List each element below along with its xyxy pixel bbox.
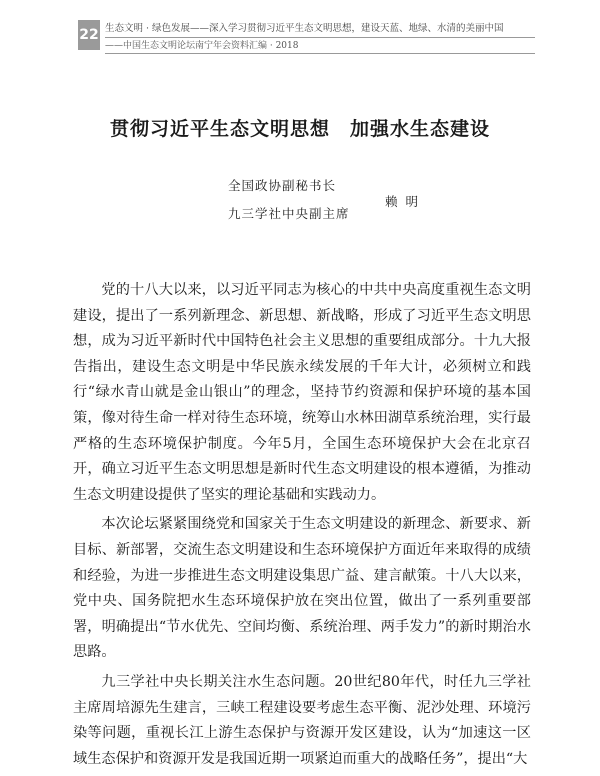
author-name: 赖明 <box>385 194 427 209</box>
paragraph: 党的十八大以来，以习近平同志为核心的中共中央高度重视生态文明建设，提出了一系列新理念、新思想、新战略，形成了习近平生态文明思想，成为习近平新时代中国特色社会主义思想的重要组成部分。十九大报告指出，建设生态文明是中华民族永续发展的千年大计，必须树立和践行“绿水青山就是金山银山”的理念，坚持节约资源和保护环境的基本国策，像对待生命一样对待生态环境，统筹山水林田湖草系统治理，实行最严格的生态环境保护制度。今年5月，全国生态环境保护大会在北京召开，确立习近平生态文明思想是新时代生态文明建设的根本遵循，为推动生态文明建设提供了坚实的理论基础和实践动力。 <box>73 282 531 503</box>
article-body <box>73 278 531 776</box>
running-header-title: 生态文明 · 绿色发展——深入学习贯彻习近平生态文明思想，建设天蓝、地绿、水清的美丽中国 <box>105 20 535 38</box>
article-title: 贯彻习近平生态文明思想 加强水生态建设 <box>109 118 490 140</box>
page-number: 22 <box>78 20 100 50</box>
paragraph: 九三学社中央长期关注水生态问题。20世纪80年代，时任九三学社主席周培源先生建言，三峡工程建设要考虑生态平衡、泥沙处理、环境污染等问题，重视长江上游生态保护与资源开发区建设，认为“加速这一区域生态保护和资源开发是我国近期一项紧迫而重大的战略任务”，提出“大 <box>73 673 531 767</box>
running-header-subtitle: ——中国生态文明论坛南宁年会资料汇编 · 2018 <box>105 38 535 54</box>
author-role-1: 全国政协副秘书长 <box>228 178 337 193</box>
paragraph: 本次论坛紧紧围绕党和国家关于生态文明建设的新理念、新要求、新目标、新部署，交流生态文明建设和生态环境保护方面近年来取得的成绩和经验，为进一步推进生态文明建设集思广益、建言献策。十八大以来，党中央、国务院把水生态环境保护放在突出位置，做出了一系列重要部署，明确提出“节水优先、空间均衡、系统治理、两手发力”的新时期治水思路。 <box>73 516 531 661</box>
author-role-2: 九三学社中央副主席 <box>228 206 350 221</box>
author-block <box>228 176 448 226</box>
